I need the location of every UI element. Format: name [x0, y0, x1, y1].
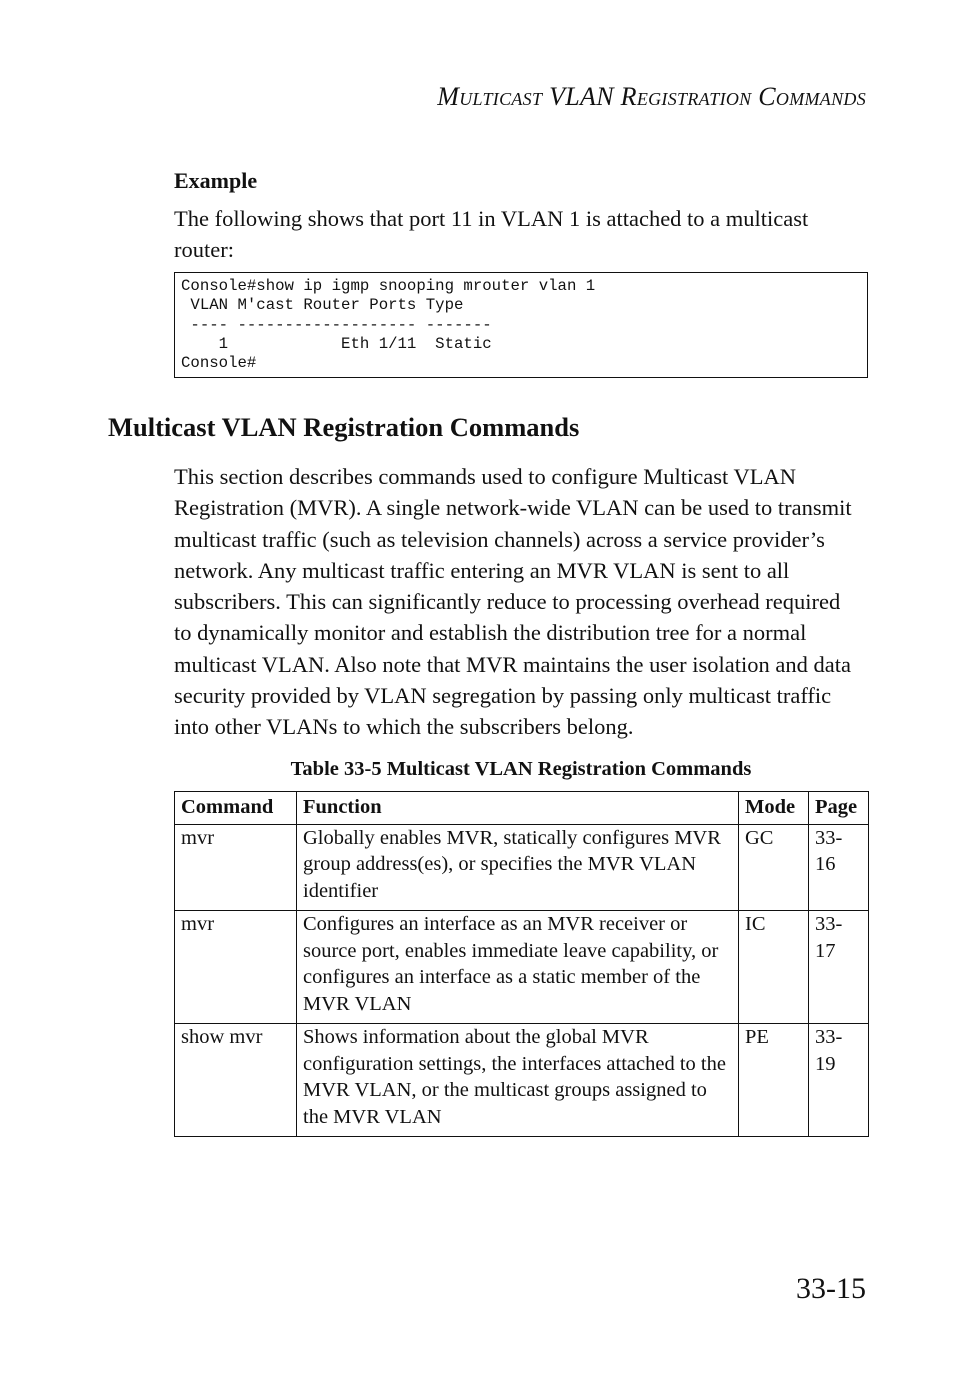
body-line: multicast VLAN. Also note that MVR maintains the user isolation and data: [174, 651, 851, 677]
body-line: security provided by VLAN segregation by passing only multicast traffic: [174, 683, 832, 709]
console-output: Console#show ip igmp snooping mrouter vlan 1 VLAN M'cast Router Ports Type ---- ------------------- ------- 1 Eth 1/11 Static Console#: [174, 272, 868, 378]
table-header-row: [175, 792, 869, 825]
cell-mode: GC: [739, 824, 809, 911]
cell-function: Configures an interface as an MVR receiver or source port, enables immediate leave capability, or configures an interface as a static member of the MVR VLAN: [297, 911, 739, 1024]
section-heading: Multicast VLAN Registration Commands: [108, 412, 580, 442]
header-function: Function: [297, 792, 739, 825]
cell-command: show mvr: [175, 1024, 297, 1137]
header-page: Page: [809, 792, 869, 825]
body-line: This section describes commands used to configure Multicast VLAN: [174, 464, 796, 489]
cell-mode: IC: [739, 911, 809, 1024]
page-number: 33-15: [796, 1272, 866, 1305]
table-row: [175, 1024, 869, 1137]
header-command: Command: [175, 792, 297, 825]
commands-table: [174, 791, 869, 1137]
cell-page: 33-16: [809, 824, 869, 911]
body-line: into other VLANs to which the subscribers belong.: [174, 714, 634, 740]
body-line: network. Any multicast traffic entering an MVR VLAN is sent to all: [174, 557, 790, 583]
cell-function: Globally enables MVR, statically configures MVR group address(es), or specifies the MVR VLAN identifier: [297, 824, 739, 911]
table-row: [175, 911, 869, 1024]
section-body: [174, 461, 874, 743]
cell-mode: PE: [739, 1024, 809, 1137]
cell-page: 33-17: [809, 911, 869, 1024]
header-mode: Mode: [739, 792, 809, 825]
cell-function: Shows information about the global MVR configuration settings, the interfaces attached to the MVR VLAN, or the multicast groups assigned to the MVR VLAN: [297, 1024, 739, 1137]
table-row: [175, 824, 869, 911]
cell-command: mvr: [175, 824, 297, 911]
example-intro: The following shows that port 11 in VLAN 1 is attached to a multicast router:: [174, 206, 809, 262]
cell-command: mvr: [175, 911, 297, 1024]
body-line: subscribers. This can significantly reduce to processing overhead required: [174, 589, 841, 615]
body-line: to dynamically monitor and establish the distribution tree for a normal: [174, 620, 807, 646]
body-line: multicast traffic (such as television channels) across a service provider’s: [174, 526, 825, 552]
body-line: Registration (MVR). A single network-wide VLAN can be used to transmit: [174, 495, 852, 521]
running-head: Multicast VLAN Registration Commands: [437, 82, 866, 111]
example-label: Example: [174, 168, 258, 193]
table-caption: Table 33-5 Multicast VLAN Registration Commands: [290, 758, 752, 780]
cell-page: 33-19: [809, 1024, 869, 1137]
